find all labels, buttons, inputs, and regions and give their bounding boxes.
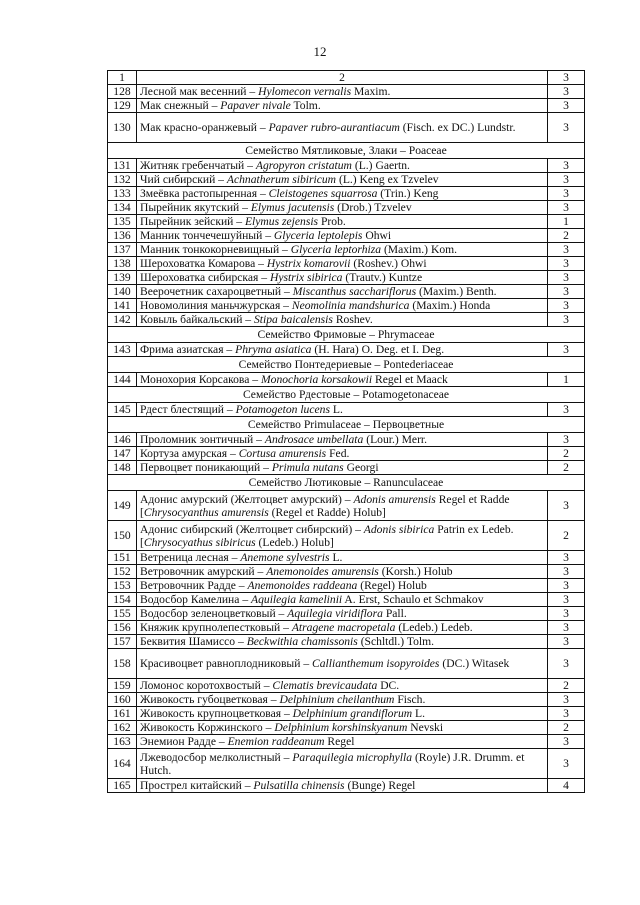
category-value: 3 bbox=[548, 551, 585, 565]
species-authority: Nevski bbox=[410, 721, 444, 734]
species-latin-name: Atragene macropetala bbox=[291, 621, 396, 634]
row-number: 157 bbox=[108, 635, 137, 649]
species-authority: Regel bbox=[327, 735, 355, 748]
category-value: 2 bbox=[548, 461, 585, 475]
table-row bbox=[108, 99, 585, 113]
family-row bbox=[108, 387, 585, 403]
species-russian-name: Ковыль байкальский bbox=[140, 313, 243, 326]
row-number: 161 bbox=[108, 707, 137, 721]
species-cell: Проломник зонтичный – Androsace umbellata (Lour.) Merr. bbox=[137, 433, 548, 447]
species-russian-name: Фрима азиатская bbox=[140, 343, 224, 356]
species-cell: Лесной мак весенний – Hylomecon vernalis Maxim. bbox=[137, 85, 548, 99]
family-name: Семейство Лютиковые – Ranunculaceae bbox=[108, 475, 585, 491]
species-russian-name: Проломник зонтичный bbox=[140, 433, 254, 446]
species-russian-name: Пырейник якутский bbox=[140, 201, 240, 214]
species-russian-name: Веерочетник сахароцветный bbox=[140, 285, 282, 298]
category-value: 1 bbox=[548, 215, 585, 229]
row-number: 162 bbox=[108, 721, 137, 735]
category-value: 3 bbox=[548, 99, 585, 113]
row-number: 128 bbox=[108, 85, 137, 99]
species-authority: Georgi bbox=[346, 461, 379, 474]
species-cell: Змеёвка растопыренная – Cleistogenes squarrosa (Trin.) Keng bbox=[137, 187, 548, 201]
species-authority: (Roshev.) Ohwi bbox=[353, 257, 427, 270]
species-latin-name: Adonis amurensis bbox=[353, 492, 436, 506]
species-authority: (L.) Gaertn. bbox=[354, 159, 410, 172]
row-number: 155 bbox=[108, 607, 137, 621]
species-cell: Чий сибирский – Achnatherum sibiricum (L.) Keng ex Tzvelev bbox=[137, 173, 548, 187]
table-row bbox=[108, 707, 585, 721]
table-row bbox=[108, 403, 585, 417]
species-synonym-latin: Chrysocyanthus amurensis bbox=[143, 505, 269, 519]
category-value: 2 bbox=[548, 679, 585, 693]
species-latin-name: Papaver rubro-aurantiacum bbox=[268, 121, 400, 134]
category-value: 3 bbox=[548, 621, 585, 635]
species-cell: Живокость крупноцветковая – Delphinium grandiflorum L. bbox=[137, 707, 548, 721]
species-latin-name: Hystrix sibirica bbox=[269, 271, 343, 284]
row-number: 156 bbox=[108, 621, 137, 635]
species-cell: Красивоцвет равноплодниковый – Callianthemum isopyroides (DC.) Witasek bbox=[137, 649, 548, 679]
species-cell: Рдест блестящий – Potamogeton lucens L. bbox=[137, 403, 548, 417]
species-russian-name: Житняк гребенчатый bbox=[140, 159, 245, 172]
species-cell: Адонис амурский (Желтоцвет амурский) – Adonis amurensis Regel et Radde [Chrysocyanthus amurensis (Regel et Radde) Holub] bbox=[137, 491, 548, 521]
table-row bbox=[108, 373, 585, 387]
species-authority: (Fisch. ex DC.) Lundstr. bbox=[402, 121, 516, 134]
species-cell: Ветреница лесная – Anemone sylvestris L. bbox=[137, 551, 548, 565]
species-russian-name: Прострел китайский bbox=[140, 779, 242, 792]
species-latin-name: Neomolinia mandshurica bbox=[291, 299, 410, 312]
species-authority: Fisch. bbox=[397, 693, 426, 706]
category-value: 3 bbox=[548, 649, 585, 679]
table-row bbox=[108, 461, 585, 475]
species-cell: Кортуза амурская – Cortusa amurensis Fed. bbox=[137, 447, 548, 461]
species-latin-name: Anemonoides raddeana bbox=[247, 579, 358, 592]
species-russian-name: Рдест блестящий bbox=[140, 403, 225, 416]
species-russian-name: Красивоцвет равноплодниковый bbox=[140, 657, 301, 670]
table-row bbox=[108, 313, 585, 327]
category-value: 3 bbox=[548, 607, 585, 621]
species-authority: (Ledeb.) Ledeb. bbox=[398, 621, 473, 634]
species-cell: Адонис сибирский (Желтоцвет сибирский) – Adonis sibirica Patrin ex Ledeb. [Chrysocyathus sibiricus (Ledeb.) Holub] bbox=[137, 521, 548, 551]
species-russian-name: Лжеводосбор мелколистный bbox=[140, 750, 281, 764]
category-value: 3 bbox=[548, 313, 585, 327]
table-row bbox=[108, 173, 585, 187]
table-row bbox=[108, 271, 585, 285]
species-authority: (H. Hara) O. Deg. et I. Deg. bbox=[314, 343, 445, 356]
row-number: 135 bbox=[108, 215, 137, 229]
row-number: 151 bbox=[108, 551, 137, 565]
species-russian-name: Ветреница лесная bbox=[140, 551, 229, 564]
species-latin-name: Delphinium grandiflorum bbox=[292, 707, 413, 720]
species-cell: Водосбор зеленоцветковый – Aquilegia viridiflora Pall. bbox=[137, 607, 548, 621]
species-russian-name: Монохория Корсакова bbox=[140, 373, 250, 386]
species-latin-name: Primula nutans bbox=[271, 461, 344, 474]
row-number: 144 bbox=[108, 373, 137, 387]
species-russian-name: Водосбор Камелина bbox=[140, 593, 240, 606]
species-authority: (Drob.) Tzvelev bbox=[337, 201, 412, 214]
category-value: 3 bbox=[548, 735, 585, 749]
family-row bbox=[108, 357, 585, 373]
species-cell: Водосбор Камелина – Aquilegia kamelinii A. Erst, Schaulo et Schmakov bbox=[137, 593, 548, 607]
species-russian-name: Беквития Шамиссо bbox=[140, 635, 236, 648]
row-number: 165 bbox=[108, 779, 137, 793]
species-cell: Шероховатка Комарова – Hystrix komarovii (Roshev.) Ohwi bbox=[137, 257, 548, 271]
table-row bbox=[108, 85, 585, 99]
table-row bbox=[108, 113, 585, 143]
row-number: 132 bbox=[108, 173, 137, 187]
species-latin-name: Anemonoides amurensis bbox=[266, 565, 379, 578]
table-row bbox=[108, 257, 585, 271]
species-cell: Пырейник якутский – Elymus jacutensis (Drob.) Tzvelev bbox=[137, 201, 548, 215]
species-synonym-latin: Chrysocyathus sibiricus bbox=[143, 535, 256, 549]
category-value: 3 bbox=[548, 433, 585, 447]
table-row bbox=[108, 229, 585, 243]
category-value: 3 bbox=[548, 343, 585, 357]
header-category: 3 bbox=[548, 71, 585, 85]
category-value: 3 bbox=[548, 243, 585, 257]
species-latin-name: Callianthemum isopyroides bbox=[312, 657, 440, 670]
row-number: 146 bbox=[108, 433, 137, 447]
species-latin-name: Cleistogenes squarrosa bbox=[268, 187, 378, 200]
category-value: 2 bbox=[548, 229, 585, 243]
species-russian-name: Княжик крупнолепестковый bbox=[140, 621, 281, 634]
species-cell: Новомолиния маньчжурская – Neomolinia mandshurica (Maxim.) Honda bbox=[137, 299, 548, 313]
species-cell: Живокость Коржинского – Delphinium korshinskyanum Nevski bbox=[137, 721, 548, 735]
species-cell: Ветровочник амурский – Anemonoides amurensis (Korsh.) Holub bbox=[137, 565, 548, 579]
species-latin-name: Paraquilegia microphylla bbox=[292, 750, 413, 764]
page-number: 12 bbox=[313, 44, 327, 59]
table-row bbox=[108, 521, 585, 551]
species-russian-name: Ломонос коротохвостый bbox=[140, 679, 261, 692]
row-number: 159 bbox=[108, 679, 137, 693]
category-value: 3 bbox=[548, 159, 585, 173]
category-value: 3 bbox=[548, 403, 585, 417]
species-latin-name: Phryma asiatica bbox=[235, 343, 312, 356]
species-authority: Patrin ex Ledeb. [ bbox=[140, 522, 514, 549]
row-number: 136 bbox=[108, 229, 137, 243]
species-latin-name: Monochoria korsakowii bbox=[261, 373, 373, 386]
species-authority: (Schltdl.) Tolm. bbox=[360, 635, 435, 648]
table-row bbox=[108, 779, 585, 793]
species-cell: Княжик крупнолепестковый – Atragene macropetala (Ledeb.) Ledeb. bbox=[137, 621, 548, 635]
species-synonym-authority: (Ledeb.) Holub] bbox=[258, 535, 334, 549]
row-number: 152 bbox=[108, 565, 137, 579]
species-latin-name: Enemion raddeanum bbox=[227, 735, 325, 748]
species-latin-name: Agropyron cristatum bbox=[255, 159, 352, 172]
row-number: 140 bbox=[108, 285, 137, 299]
row-number: 145 bbox=[108, 403, 137, 417]
row-number: 154 bbox=[108, 593, 137, 607]
row-number: 163 bbox=[108, 735, 137, 749]
species-authority: Regel et Radde [ bbox=[140, 492, 510, 519]
species-latin-name: Anemone sylvestris bbox=[240, 551, 330, 564]
family-row bbox=[108, 327, 585, 343]
species-latin-name: Beckwithia chamissonis bbox=[246, 635, 358, 648]
species-russian-name: Живокость крупноцветковая bbox=[140, 707, 282, 720]
species-latin-name: Glyceria leptorhiza bbox=[290, 243, 382, 256]
table-row bbox=[108, 649, 585, 679]
species-authority: (Royle) J.R. Drumm. et Hutch. bbox=[140, 750, 525, 777]
species-table bbox=[107, 70, 585, 793]
species-latin-name: Androsace umbellata bbox=[264, 433, 364, 446]
species-cell: Беквития Шамиссо – Beckwithia chamissonis (Schltdl.) Tolm. bbox=[137, 635, 548, 649]
table-row bbox=[108, 679, 585, 693]
species-latin-name: Elymus zejensis bbox=[244, 215, 319, 228]
species-authority: Maxim. bbox=[354, 85, 391, 98]
species-russian-name: Шероховатка сибирская bbox=[140, 271, 259, 284]
species-latin-name: Potamogeton lucens bbox=[235, 403, 330, 416]
species-authority: L. bbox=[332, 551, 343, 564]
species-latin-name: Aquilegia viridiflora bbox=[287, 607, 383, 620]
species-russian-name: Первоцвет поникающий bbox=[140, 461, 261, 474]
family-row bbox=[108, 475, 585, 491]
family-name: Семейство Понтедериевые – Pontederiaceae bbox=[108, 357, 585, 373]
species-authority: (Korsh.) Holub bbox=[381, 565, 453, 578]
row-number: 138 bbox=[108, 257, 137, 271]
species-russian-name: Кортуза амурская bbox=[140, 447, 228, 460]
species-russian-name: Манник тонкокорневищный bbox=[140, 243, 280, 256]
category-value: 3 bbox=[548, 187, 585, 201]
category-value: 2 bbox=[548, 721, 585, 735]
species-latin-name: Achnatherum sibiricum bbox=[226, 173, 337, 186]
species-russian-name: Энемион Радде bbox=[140, 735, 216, 748]
family-row bbox=[108, 417, 585, 433]
species-cell: Шероховатка сибирская – Hystrix sibirica (Trautv.) Kuntze bbox=[137, 271, 548, 285]
row-number: 134 bbox=[108, 201, 137, 215]
species-latin-name: Elymus jacutensis bbox=[250, 201, 335, 214]
row-number: 160 bbox=[108, 693, 137, 707]
row-number: 150 bbox=[108, 521, 137, 551]
category-value: 1 bbox=[548, 373, 585, 387]
row-number: 142 bbox=[108, 313, 137, 327]
row-number: 158 bbox=[108, 649, 137, 679]
species-latin-name: Miscanthus sacchariflorus bbox=[292, 285, 417, 298]
species-latin-name: Hystrix komarovii bbox=[266, 257, 351, 270]
header-species: 2 bbox=[137, 71, 548, 85]
species-russian-name: Мак красно-оранжевый bbox=[140, 121, 257, 134]
species-authority: Regel et Maack bbox=[375, 373, 448, 386]
family-row bbox=[108, 143, 585, 159]
table-row bbox=[108, 693, 585, 707]
category-value: 3 bbox=[548, 635, 585, 649]
category-value: 2 bbox=[548, 521, 585, 551]
species-russian-name: Ветровочник амурский bbox=[140, 565, 255, 578]
species-cell: Живокость губоцветковая – Delphinium cheilanthum Fisch. bbox=[137, 693, 548, 707]
category-value: 2 bbox=[548, 447, 585, 461]
table-row bbox=[108, 187, 585, 201]
species-russian-name: Змеёвка растопыренная bbox=[140, 187, 258, 200]
family-name: Семейство Мятликовые, Злаки – Poaceae bbox=[108, 143, 585, 159]
species-russian-name: Новомолиния маньчжурская bbox=[140, 299, 281, 312]
family-name: Семейство Фримовые – Phrymaceae bbox=[108, 327, 585, 343]
category-value: 3 bbox=[548, 257, 585, 271]
species-russian-name: Живокость губоцветковая bbox=[140, 693, 268, 706]
category-value: 3 bbox=[548, 491, 585, 521]
species-cell: Мак снежный – Papaver nivale Tolm. bbox=[137, 99, 548, 113]
row-number: 143 bbox=[108, 343, 137, 357]
species-authority: Ohwi bbox=[365, 229, 392, 242]
row-number: 148 bbox=[108, 461, 137, 475]
species-latin-name: Pulsatilla chinensis bbox=[253, 779, 345, 792]
species-russian-name: Пырейник зейский bbox=[140, 215, 234, 228]
species-cell: Монохория Корсакова – Monochoria korsakowii Regel et Maack bbox=[137, 373, 548, 387]
table-row bbox=[108, 551, 585, 565]
row-number: 141 bbox=[108, 299, 137, 313]
species-latin-name: Cortusa amurensis bbox=[238, 447, 327, 460]
row-number: 164 bbox=[108, 749, 137, 779]
species-cell: Манник тонкокорневищный – Glyceria leptorhiza (Maxim.) Kom. bbox=[137, 243, 548, 257]
species-latin-name: Delphinium korshinskyanum bbox=[274, 721, 408, 734]
row-number: 137 bbox=[108, 243, 137, 257]
species-authority: (Trautv.) Kuntze bbox=[345, 271, 423, 284]
species-cell: Фрима азиатская – Phryma asiatica (H. Hara) O. Deg. et I. Deg. bbox=[137, 343, 548, 357]
species-russian-name: Мак снежный bbox=[140, 99, 209, 112]
species-cell: Ковыль байкальский – Stipa baicalensis Roshev. bbox=[137, 313, 548, 327]
family-name: Семейство Primulaceae – Первоцветные bbox=[108, 417, 585, 433]
table-row bbox=[108, 593, 585, 607]
species-russian-name: Живокость Коржинского bbox=[140, 721, 263, 734]
category-value: 3 bbox=[548, 593, 585, 607]
species-latin-name: Aquilegia kamelinii bbox=[251, 593, 343, 606]
table-row bbox=[108, 299, 585, 313]
table-row bbox=[108, 215, 585, 229]
species-russian-name: Водосбор зеленоцветковый bbox=[140, 607, 276, 620]
species-authority: (DC.) Witasek bbox=[442, 657, 510, 670]
category-value: 3 bbox=[548, 113, 585, 143]
table-row bbox=[108, 635, 585, 649]
species-cell: Энемион Радде – Enemion raddeanum Regel bbox=[137, 735, 548, 749]
species-cell: Прострел китайский – Pulsatilla chinensis (Bunge) Regel bbox=[137, 779, 548, 793]
species-cell: Мак красно-оранжевый – Papaver rubro-aurantiacum (Fisch. ex DC.) Lundstr. bbox=[137, 113, 548, 143]
species-latin-name: Stipa baicalensis bbox=[254, 313, 333, 326]
species-authority: (Trin.) Keng bbox=[380, 187, 439, 200]
row-number: 149 bbox=[108, 491, 137, 521]
species-latin-name: Adonis sibirica bbox=[363, 522, 435, 536]
table-row bbox=[108, 285, 585, 299]
species-authority: (L.) Keng ex Tzvelev bbox=[338, 173, 439, 186]
species-authority: (Bunge) Regel bbox=[347, 779, 416, 792]
species-cell: Житняк гребенчатый – Agropyron cristatum (L.) Gaertn. bbox=[137, 159, 548, 173]
species-latin-name: Papaver nivale bbox=[220, 99, 291, 112]
species-cell: Пырейник зейский – Elymus zejensis Prob. bbox=[137, 215, 548, 229]
species-authority: DC. bbox=[380, 679, 400, 692]
table-row bbox=[108, 621, 585, 635]
row-number: 133 bbox=[108, 187, 137, 201]
table-row bbox=[108, 433, 585, 447]
table-row bbox=[108, 735, 585, 749]
row-number: 147 bbox=[108, 447, 137, 461]
species-latin-name: Glyceria leptolepis bbox=[273, 229, 363, 242]
species-authority: Tolm. bbox=[293, 99, 321, 112]
header-number: 1 bbox=[108, 71, 137, 85]
row-number: 153 bbox=[108, 579, 137, 593]
table-row bbox=[108, 343, 585, 357]
category-value: 3 bbox=[548, 271, 585, 285]
category-value: 3 bbox=[548, 707, 585, 721]
species-cell: Веерочетник сахароцветный – Miscanthus sacchariflorus (Maxim.) Benth. bbox=[137, 285, 548, 299]
table-header-row bbox=[108, 71, 585, 85]
species-authority: Roshev. bbox=[335, 313, 373, 326]
species-authority: A. Erst, Schaulo et Schmakov bbox=[344, 593, 484, 606]
category-value: 3 bbox=[548, 285, 585, 299]
family-name: Семейство Рдестовые – Potamogetonaceae bbox=[108, 387, 585, 403]
species-russian-name: Адонис амурский (Желтоцвет амурский) bbox=[140, 492, 342, 506]
species-cell: Первоцвет поникающий – Primula nutans Georgi bbox=[137, 461, 548, 475]
species-russian-name: Ветровочник Радде bbox=[140, 579, 236, 592]
table-row bbox=[108, 447, 585, 461]
species-russian-name: Шероховатка Комарова bbox=[140, 257, 256, 270]
species-russian-name: Адонис сибирский (Желтоцвет сибирский) bbox=[140, 522, 353, 536]
species-authority: (Maxim.) Benth. bbox=[418, 285, 497, 298]
category-value: 3 bbox=[548, 173, 585, 187]
species-latin-name: Clematis brevicaudata bbox=[272, 679, 378, 692]
table-row bbox=[108, 565, 585, 579]
species-latin-name: Delphinium cheilanthum bbox=[279, 693, 395, 706]
species-authority: Prob. bbox=[320, 215, 346, 228]
row-number: 129 bbox=[108, 99, 137, 113]
species-authority: L. bbox=[332, 403, 343, 416]
species-cell: Ветровочник Радде – Anemonoides raddeana (Regel) Holub bbox=[137, 579, 548, 593]
species-synonym-authority: (Regel et Radde) Holub] bbox=[271, 505, 386, 519]
species-cell: Лжеводосбор мелколистный – Paraquilegia microphylla (Royle) J.R. Drumm. et Hutch. bbox=[137, 749, 548, 779]
species-latin-name: Hylomecon vernalis bbox=[258, 85, 352, 98]
table-row bbox=[108, 201, 585, 215]
category-value: 3 bbox=[548, 565, 585, 579]
category-value: 3 bbox=[548, 749, 585, 779]
table-row bbox=[108, 721, 585, 735]
row-number: 130 bbox=[108, 113, 137, 143]
row-number: 139 bbox=[108, 271, 137, 285]
species-authority: (Maxim.) Kom. bbox=[383, 243, 458, 256]
species-russian-name: Чий сибирский bbox=[140, 173, 216, 186]
species-authority: Pall. bbox=[385, 607, 407, 620]
category-value: 3 bbox=[548, 693, 585, 707]
row-number: 131 bbox=[108, 159, 137, 173]
category-value: 3 bbox=[548, 201, 585, 215]
species-cell: Манник тончечешуйный – Glyceria leptolepis Ohwi bbox=[137, 229, 548, 243]
table-row bbox=[108, 579, 585, 593]
species-authority: (Regel) Holub bbox=[360, 579, 427, 592]
species-russian-name: Манник тончечешуйный bbox=[140, 229, 263, 242]
table-row bbox=[108, 491, 585, 521]
species-authority: Fed. bbox=[329, 447, 350, 460]
species-authority: L. bbox=[415, 707, 426, 720]
table-row bbox=[108, 749, 585, 779]
table-row bbox=[108, 607, 585, 621]
table-row bbox=[108, 243, 585, 257]
species-russian-name: Лесной мак весенний bbox=[140, 85, 247, 98]
species-authority: (Maxim.) Honda bbox=[412, 299, 491, 312]
species-cell: Ломонос коротохвостый – Clematis brevicaudata DC. bbox=[137, 679, 548, 693]
category-value: 3 bbox=[548, 579, 585, 593]
category-value: 3 bbox=[548, 299, 585, 313]
category-value: 4 bbox=[548, 779, 585, 793]
table-row bbox=[108, 159, 585, 173]
category-value: 3 bbox=[548, 85, 585, 99]
species-authority: (Lour.) Merr. bbox=[366, 433, 428, 446]
